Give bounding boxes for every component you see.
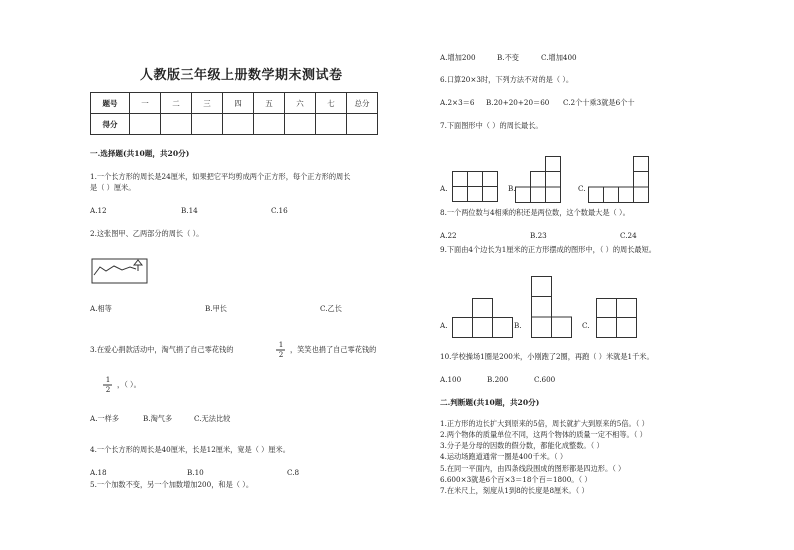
fraction-bar xyxy=(276,349,286,351)
question-4-option-a[interactable]: A.18 xyxy=(90,468,107,477)
question-8-option-a[interactable]: A.22 xyxy=(440,231,457,240)
score-cell[interactable] xyxy=(192,114,223,135)
question-1-option-c[interactable]: C.16 xyxy=(271,206,288,215)
question-8-option-c[interactable]: C.24 xyxy=(620,231,637,240)
question-1-option-a[interactable]: A.12 xyxy=(90,206,107,215)
question-3-fraction-denominator: 2 xyxy=(278,350,284,359)
score-cell[interactable] xyxy=(130,114,161,135)
question-3-text: 3.在爱心捐款活动中，淘气捐了自己零花钱的 xyxy=(90,345,234,354)
question-5-option-c[interactable]: C.增加400 xyxy=(541,53,577,62)
question-3-option-c[interactable]: C.无法比较 xyxy=(194,414,231,423)
question-7-label-c[interactable]: C. xyxy=(578,184,586,193)
question-2-figure xyxy=(90,257,150,287)
question-2-option-b[interactable]: B.甲长 xyxy=(205,304,227,313)
question-6-text: 6.口算20×3时，下列方法不对的是（ ）。 xyxy=(440,75,574,84)
question-1-text: 1.一个长方形的周长是24厘米，如果把它平均剪成两个正方形，每个正方形的周长 xyxy=(90,172,351,181)
question-3-fraction-numerator: 1 xyxy=(278,340,284,349)
score-cell[interactable] xyxy=(254,114,285,135)
question-6-option-b[interactable]: B.20+20+20＝60 xyxy=(486,98,550,107)
question-9-figure-b xyxy=(531,276,573,340)
score-header-cell: 题号 xyxy=(91,93,130,114)
score-table-score-row xyxy=(91,114,378,135)
judge-5-text: 5.在同一平面内，由四条线段围成的图形都是四边形。（ ） xyxy=(440,464,626,473)
question-5-option-b[interactable]: B.不变 xyxy=(497,53,519,62)
question-6-option-a[interactable]: A.2×3＝6 xyxy=(440,98,475,107)
question-3-text-mid: ，笑笑也捐了自己零花钱的 xyxy=(290,345,377,354)
question-7-figure-b xyxy=(515,156,565,204)
question-3-fraction2-denominator: 2 xyxy=(105,385,111,394)
question-9-figure-a xyxy=(452,298,514,340)
score-row-label: 得分 xyxy=(91,114,130,135)
score-header-cell: 二 xyxy=(161,93,192,114)
question-4-option-b[interactable]: B.10 xyxy=(187,468,204,477)
question-10-option-c[interactable]: C.600 xyxy=(534,375,556,384)
question-9-label-c[interactable]: C. xyxy=(582,321,590,330)
score-table-header-row xyxy=(91,93,378,114)
question-7-label-a[interactable]: A. xyxy=(440,184,448,193)
page-title: 人教版三年级上册数学期末测试卷 xyxy=(140,68,343,83)
score-cell[interactable] xyxy=(347,114,378,135)
judge-2-text: 2.两个物体的质量单位不同，这两个物体的质量一定不相等。（ ） xyxy=(440,430,647,439)
question-3-option-a[interactable]: A.一样多 xyxy=(90,414,120,423)
question-9-label-b[interactable]: B. xyxy=(514,321,522,330)
score-header-cell: 一 xyxy=(130,93,161,114)
score-header-cell: 五 xyxy=(254,93,285,114)
fraction-bar xyxy=(103,384,113,386)
question-5-text: 5.一个加数不变，另一个加数增加200，和是（ ）。 xyxy=(90,480,254,489)
score-header-cell: 六 xyxy=(285,93,316,114)
question-2-option-c[interactable]: C.乙长 xyxy=(320,304,342,313)
question-7-text: 7.下面图形中（ ）的周长最长。 xyxy=(440,121,543,130)
question-3-option-b[interactable]: B.淘气多 xyxy=(143,414,173,423)
score-header-cell: 三 xyxy=(192,93,223,114)
score-cell[interactable] xyxy=(161,114,192,135)
figure-flag xyxy=(134,260,142,265)
score-cell[interactable] xyxy=(285,114,316,135)
question-3-fraction2-numerator: 1 xyxy=(105,375,111,384)
question-7-figure-c xyxy=(588,156,650,204)
question-9-text: 9.下面由4个边长为1厘米的正方形摆成的图形中，（ ）的周长最短。 xyxy=(440,245,656,254)
question-7-label-b[interactable]: B. xyxy=(508,184,516,193)
question-2-text: 2.这张图甲、乙两部分的周长（ ）。 xyxy=(90,229,204,238)
section-choice-heading: 一.选择题(共10题，共20分) xyxy=(90,149,190,158)
question-1-option-b[interactable]: B.14 xyxy=(181,206,198,215)
score-cell[interactable] xyxy=(316,114,347,135)
question-8-text: 8.一个两位数与4相乘的积还是两位数，这个数最大是（ ）。 xyxy=(440,208,630,217)
judge-4-text: 4.运动场跑道通常一圈是400千米。（ ） xyxy=(440,452,568,461)
question-10-option-a[interactable]: A.100 xyxy=(440,375,462,384)
question-2-option-a[interactable]: A.相等 xyxy=(90,304,112,313)
figure-frame xyxy=(92,259,147,283)
judge-3-text: 3.分子是分母的因数的假分数，都能化成整数。（ ） xyxy=(440,441,604,450)
question-9-label-a[interactable]: A. xyxy=(440,321,448,330)
question-7-figure-a xyxy=(452,171,500,204)
score-header-cell: 总分 xyxy=(347,93,378,114)
score-header-cell: 七 xyxy=(316,93,347,114)
section-judge-heading: 二.判断题(共10题，共20分) xyxy=(440,398,540,407)
question-3-text-end: ，（ ）。 xyxy=(117,380,141,389)
score-table xyxy=(90,92,378,135)
question-5-option-a[interactable]: A.增加200 xyxy=(440,53,476,62)
question-1-text-cont: 是（ ）厘米。 xyxy=(90,183,136,192)
score-header-cell: 四 xyxy=(223,93,254,114)
question-8-option-b[interactable]: B.23 xyxy=(530,231,547,240)
judge-7-text: 7.在米尺上，刻度从1到8的长度是8厘米。（ ） xyxy=(440,486,589,495)
staircase-outline xyxy=(516,157,561,203)
question-9-figure-c xyxy=(596,298,638,340)
question-4-option-c[interactable]: C.8 xyxy=(287,468,300,477)
judge-1-text: 1.正方形的边长扩大到原来的5倍，周长就扩大到原来的5倍。（ ） xyxy=(440,419,649,428)
figure-curve xyxy=(94,266,136,275)
judge-6-text: 6.600×3就是6个百×3＝18个百＝1800。（ ） xyxy=(440,475,592,484)
question-4-text: 4.一个长方形的周长是40厘米，长是12厘米，宽是（ ）厘米。 xyxy=(90,445,290,454)
question-6-option-c[interactable]: C.2个十乘3就是6个十 xyxy=(563,98,635,107)
score-cell[interactable] xyxy=(223,114,254,135)
question-10-option-b[interactable]: B.200 xyxy=(487,375,509,384)
question-10-text: 10.学校操场1圈是200米，小刚跑了2圈，再跑（ ）米就是1千米。 xyxy=(440,352,654,361)
